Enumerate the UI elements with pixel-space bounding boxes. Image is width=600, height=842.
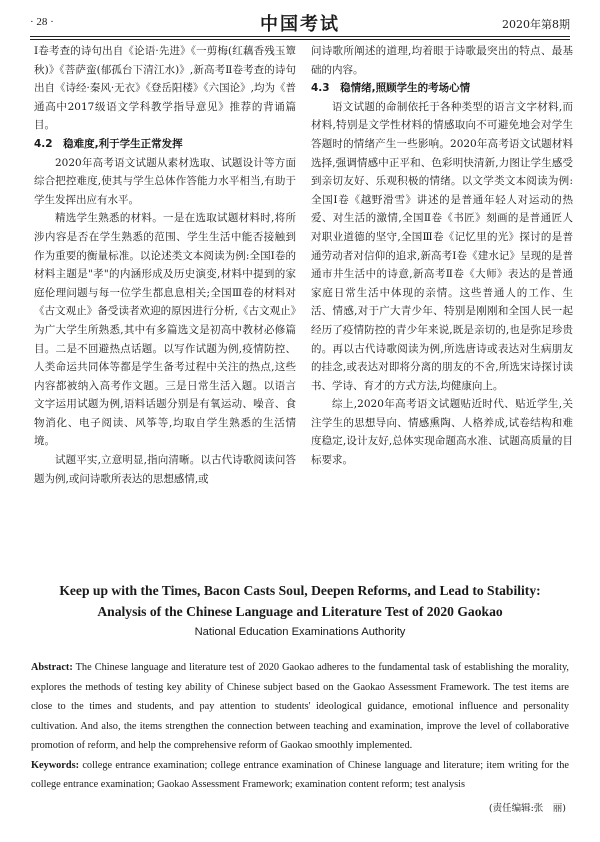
left-column [34, 42, 296, 488]
continued-paragraph: 问诗歌所阐述的道理,均着眼于诗歌最突出的特点、最基础的内容。 [311, 45, 573, 76]
right-column [311, 42, 573, 470]
section-4-2-paragraph-2: 精选学生熟悉的材料。一是在选取试题材料时,将所涉内容是否在学生熟悉的范围、学生生活中能否接触到作为重要的衡量标准。以论述类文本阅读为例:全国Ⅰ卷的材料主题是"孝"的内涵形成及历史演变,材料中提到的家庭伦理问题与每一位学生都息息相关;全国Ⅲ卷的材料对《古文观止》备受读者欢迎的原因进行分析,《古文观止》为广大学生所熟悉,其中有多篇选文是初高中教材必修篇目。二是不回避热点话题。以写作试题为例,疫情防控、人类命运共同体等都是学生备考过程中关注的热点,这些内容都被纳入高考作文题。三是日常生活入题。以语言文字运用试题为例,语料话题分别是有氧运动、噪音、食物消化、电子阅读、风筝等,均取自学生熟悉的生活情境。 [34, 212, 296, 448]
header-rule-thick [30, 36, 570, 37]
section-4-3-heading: 4.3 稳情绪,照顾学生的考场心情 [311, 82, 471, 95]
keywords-paragraph [31, 756, 569, 795]
english-abstract-block [31, 658, 569, 795]
abstract-paragraph [31, 658, 569, 756]
abstract-label: Abstract: [31, 662, 73, 673]
section-4-2-paragraph-1: 2020年高考语文试题从素材选取、试题设计等方面综合把控难度,使其与学生总体作答能力水平相当,有助于学生发挥出应有水平。 [34, 156, 296, 206]
english-title-line-2: Analysis of the Chinese Language and Literature Test of 2020 Gaokao [97, 604, 503, 619]
abstract-text: The Chinese language and literature test of 2020 Gaokao adheres to the fundamental task of establishing the morality, explores the methods of testing key ability of Chinese subject based on the Gaokao Assessment Framework. The test items are close to the times and students, and pay attention to students' ideological guidance, emotional influence and personality cultivation. And also, the items strengthen the connection between teaching and examination, improve the level of collaborative promotion of reform, and help the comprehensive reform of Gaokao smoothly implemented. [31, 662, 569, 751]
keywords-label: Keywords: [31, 759, 80, 771]
editor-credit: (责任编辑:张 丽) [488, 803, 566, 814]
issue-label: 2020年第8期 [502, 18, 570, 31]
keywords-text: college entrance examination; college entrance examination of Chinese language and literature; item writing for the college entrance examination; Gaokao Assessment Framework; examination content reform; test analysis [31, 759, 569, 790]
section-4-2-paragraph-3: 试题平实,立意明显,指向清晰。以古代诗歌阅读问答题为例,或问诗歌所表达的思想感情,或 [34, 454, 296, 485]
page-header [30, 10, 570, 36]
intro-paragraph: Ⅰ卷考查的诗句出自《论语·先进》《一剪梅(红藕香残玉簟秋)》《菩萨蛮(郁孤台下清江水)》,新高考Ⅱ卷考查的诗句出自《诗经·秦风·无衣》《登岳阳楼》《六国论》,均为《普通高中2017级语文学科教学指导意见》推荐的背诵篇目。 [34, 45, 297, 132]
english-author: National Education Examinations Authority [194, 626, 406, 638]
section-4-2-heading: 4.2 稳难度,利于学生正常发挥 [34, 137, 183, 150]
journal-logo: 中国考试 [260, 14, 340, 35]
english-title [30, 580, 570, 622]
section-4-3-paragraph-1: 语文试题的命制依托于各种类型的语言文字材料,而材料,特别是文学性材料的情感取向不可避免地会对学生答题时的情绪产生一些影响。2020年高考语文试题材料选择,强调情感中正平和、色彩明快清新,力图让学生感受到亲切友好、乐观积极的情绪。以文学类文本阅读为例:全国Ⅰ卷《越野滑雪》讲述的是普通年轻人对运动的热爱、对生活的激情,全国Ⅱ卷《书匠》刻画的是普通匠人对职业道德的坚守,全国Ⅲ卷《记忆里的光》探讨的是普通劳动者对信仰的追求,新高考Ⅰ卷《建水记》呈现的是普通市井生活中的诗意,新高考Ⅱ卷《大师》表达的是普通家庭日常生活中体现的亲情。这些普通人的工作、生活、情感,对于广大青少年、特别是刚刚和全国人民一起经历了疫情防控的青少年来说,既是亲切的,也是弥足珍贵的。再以古代诗歌阅读为例,所选唐诗或表达对生病朋友的挂念,或表达对即将分离的朋友的不舍,所选宋诗探讨读书、学诗、育才的方式方法,均健康向上。 [311, 100, 573, 392]
english-title-line-1: Keep up with the Times, Bacon Casts Soul, Deepen Reforms, and Lead to Stability: [59, 583, 541, 598]
summary-paragraph: 综上,2020年高考语文试题贴近时代、贴近学生,关注学生的思想导向、情感熏陶、人格养成,试卷结构和难度稳定,设计友好,总体实现命题高水准、试题高质量的目标要求。 [311, 398, 573, 467]
header-rule-thin [30, 39, 570, 40]
page-number: · 28 · [30, 16, 54, 28]
